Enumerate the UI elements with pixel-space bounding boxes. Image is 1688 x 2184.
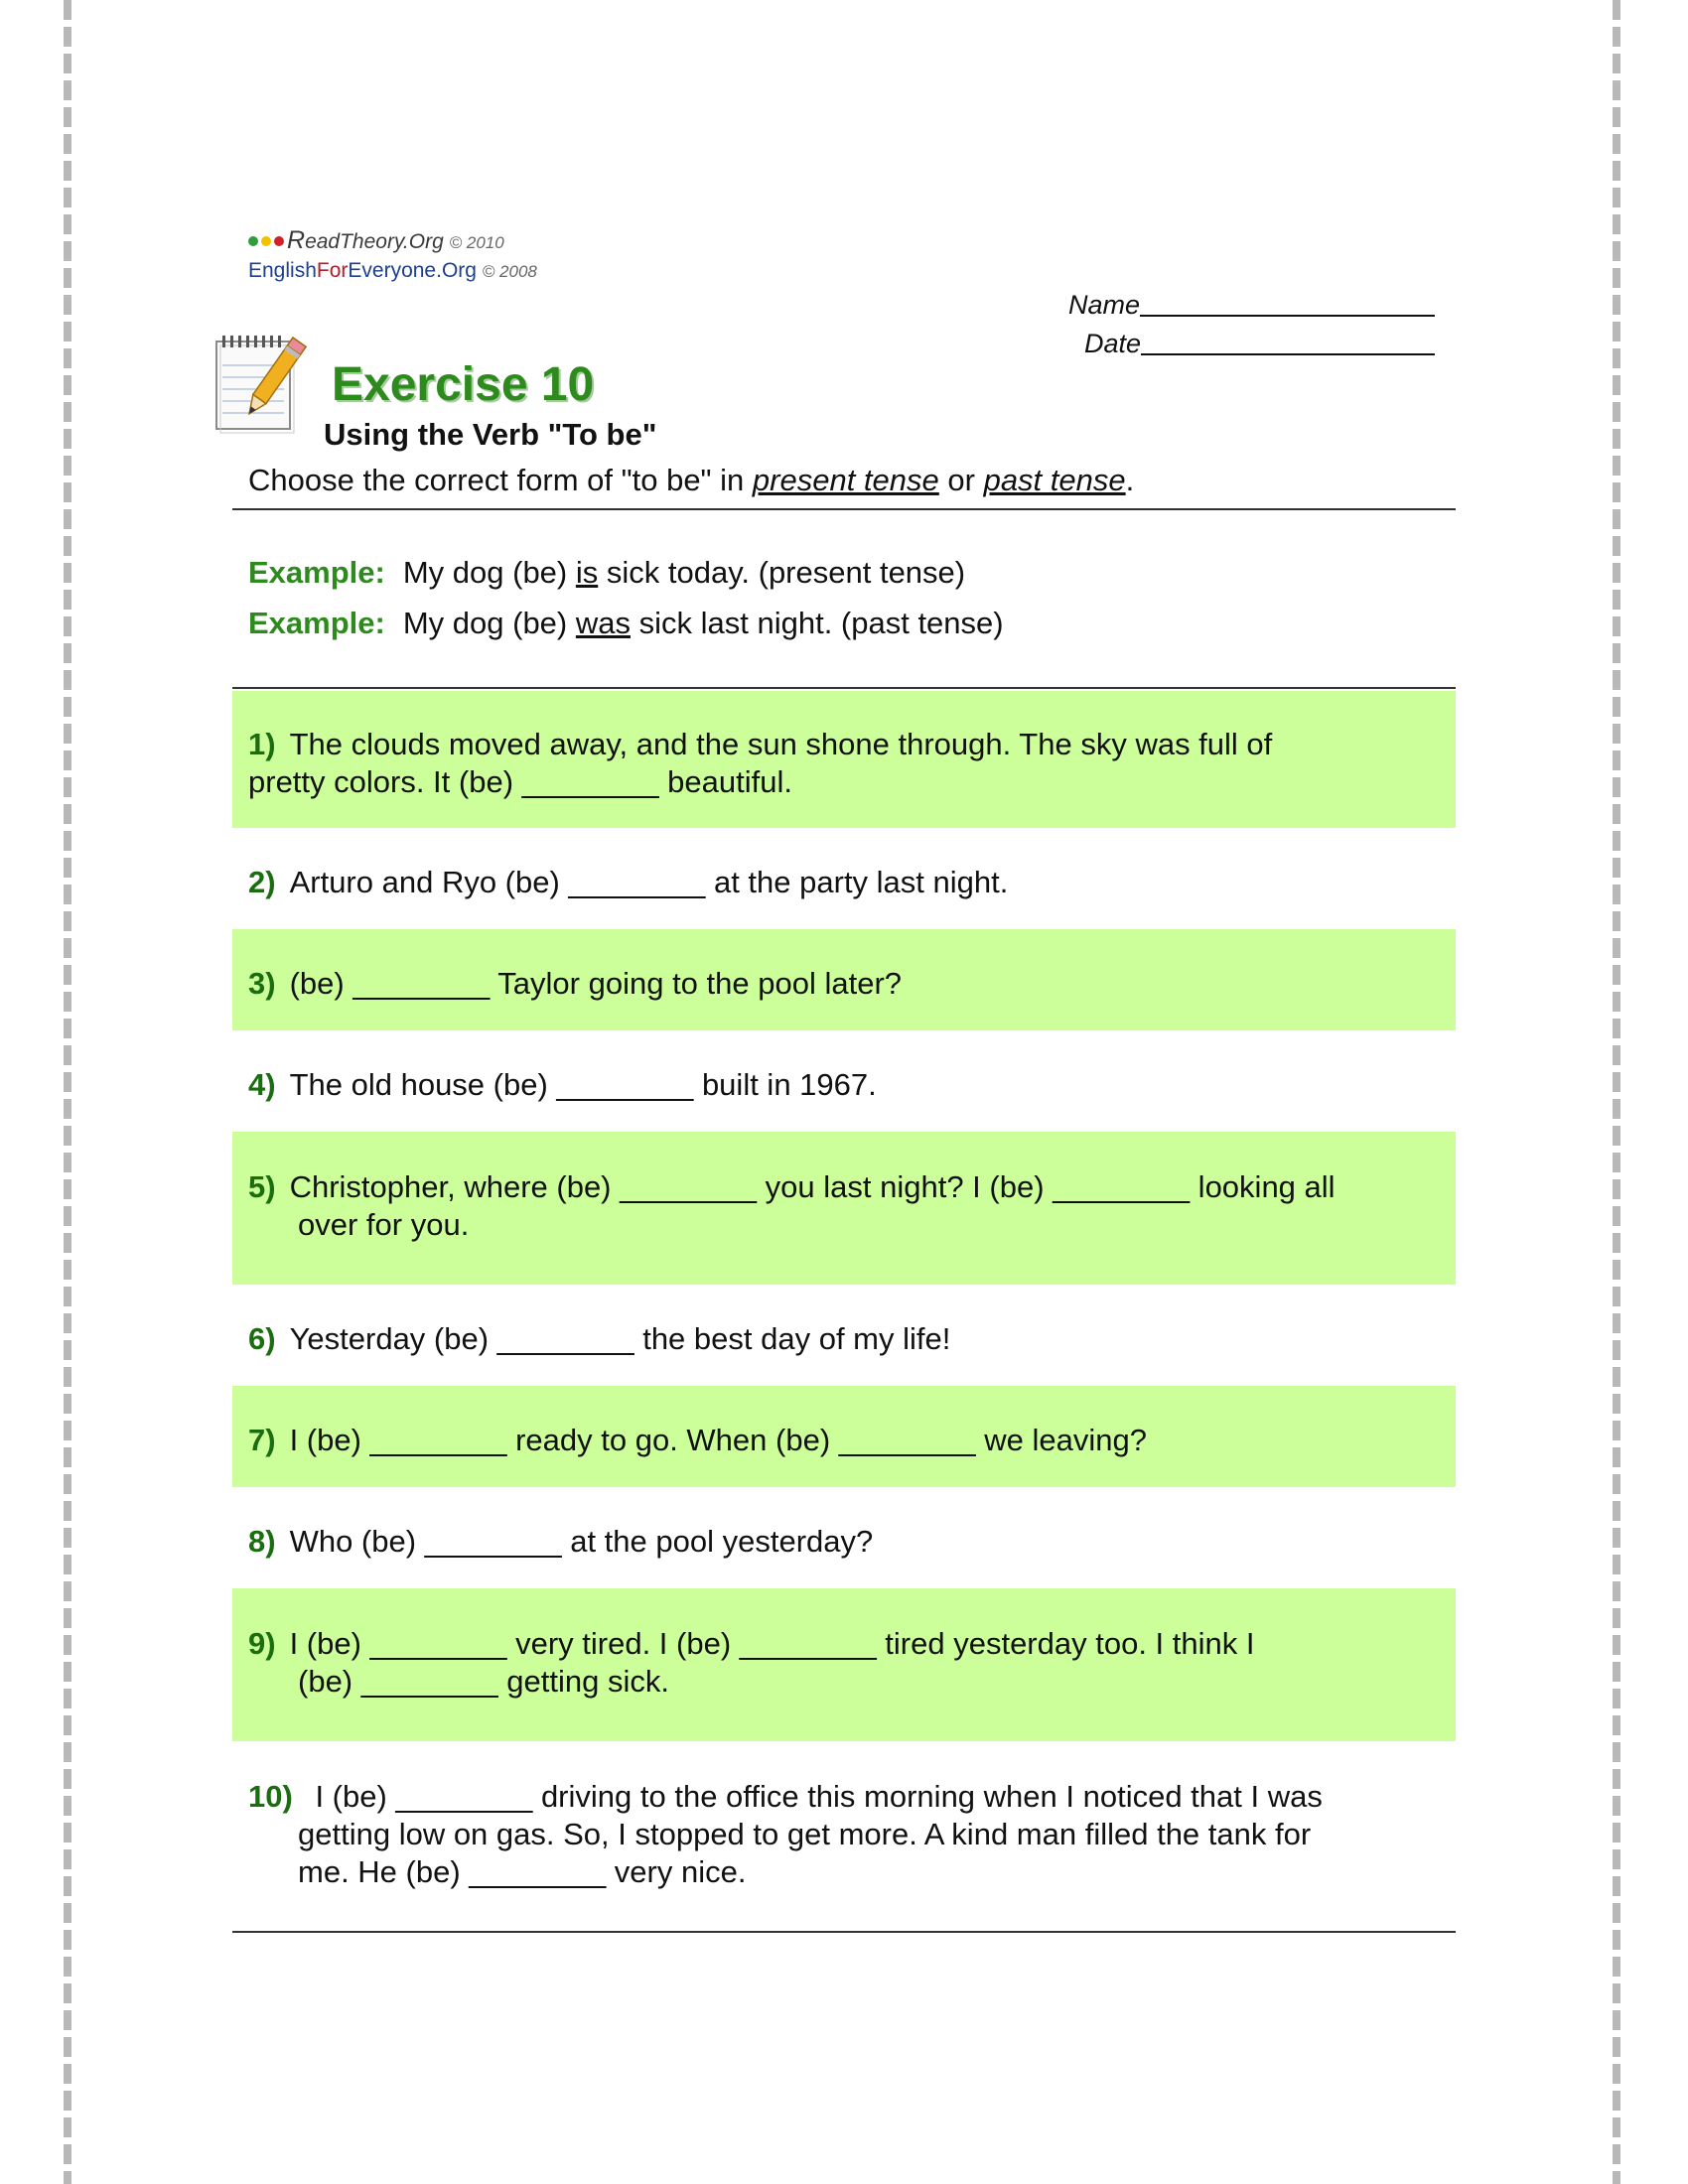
example-past — [248, 608, 1004, 638]
question-text-line2: getting low on gas. So, I stopped to get more. A kind man filled the tank for — [298, 1817, 1312, 1851]
example-text-post: sick today. (present tense) — [598, 555, 966, 590]
yellow-dot-icon — [261, 236, 271, 246]
question-number: 3) — [248, 966, 276, 1001]
example-answer: was — [575, 606, 631, 640]
question-text[interactable]: I (be) ________ ready to go. When (be) ________ we leaving? — [289, 1423, 1148, 1457]
example-text-post: sick last night. (past tense) — [631, 606, 1004, 640]
instructions-period: . — [1125, 463, 1135, 497]
present-tense-term: present tense — [752, 463, 939, 497]
question-text[interactable]: I (be) ________ very tired. I (be) ________ tired yesterday too. I think I — [289, 1626, 1255, 1661]
question-number: 9) — [248, 1626, 276, 1661]
question-number: 1) — [248, 727, 276, 761]
question-5 — [232, 1132, 1456, 1285]
logo-ead: ead — [305, 230, 341, 253]
page-border-right — [1613, 0, 1620, 2184]
question-number: 2) — [248, 865, 276, 899]
question-number: 8) — [248, 1524, 276, 1559]
readtheory-logo — [248, 228, 504, 253]
question-1 — [232, 691, 1456, 828]
name-field[interactable] — [1068, 290, 1435, 321]
question-text-line2[interactable]: pretty colors. It (be) ________ beautiful. — [248, 764, 792, 799]
question-text-line2[interactable]: (be) ________ getting sick. — [298, 1664, 669, 1699]
logo-english: English — [248, 259, 317, 282]
question-text-line2: over for you. — [298, 1207, 470, 1242]
date-blank[interactable] — [1141, 332, 1435, 355]
question-7 — [232, 1386, 1456, 1487]
exercise-title: Exercise 10 — [332, 358, 595, 411]
instructions — [248, 465, 1134, 495]
logo-copyright-2008: © 2008 — [482, 262, 537, 281]
example-label: Example: — [248, 606, 385, 640]
question-text[interactable]: Who (be) ________ at the pool yesterday? — [289, 1524, 874, 1559]
divider-bottom — [232, 1931, 1456, 1933]
logo-for: For — [316, 259, 349, 282]
question-number: 5) — [248, 1169, 276, 1204]
logo-everyone: Everyone.Org — [348, 259, 477, 282]
divider-top — [232, 508, 1456, 510]
example-text-pre: My dog (be) — [402, 555, 576, 590]
example-present — [248, 557, 965, 588]
question-number: 7) — [248, 1423, 276, 1457]
englishforeveryone-logo — [248, 260, 537, 281]
question-9 — [232, 1588, 1456, 1741]
question-number: 4) — [248, 1067, 276, 1102]
name-label: Name — [1068, 290, 1141, 320]
question-text[interactable]: I (be) ________ driving to the office this morning when I noticed that I was — [306, 1779, 1323, 1814]
question-text: The clouds moved away, and the sun shone through. The sky was full of — [289, 727, 1273, 761]
page-border-left — [64, 0, 71, 2184]
past-tense-term: past tense — [983, 463, 1126, 497]
date-field[interactable] — [1084, 329, 1435, 359]
question-number: 6) — [248, 1321, 276, 1356]
question-text-line3[interactable]: me. He (be) ________ very nice. — [298, 1854, 747, 1889]
question-8 — [232, 1487, 1456, 1588]
logo-theory: Theory.Org — [340, 230, 444, 253]
red-dot-icon — [274, 236, 284, 246]
divider-examples — [232, 687, 1456, 689]
question-6 — [232, 1285, 1456, 1386]
instructions-text: Choose the correct form of "to be" in — [248, 463, 753, 497]
name-blank[interactable] — [1140, 293, 1435, 317]
notepad-pencil-icon — [212, 332, 320, 435]
example-text-pre: My dog (be) — [402, 606, 576, 640]
question-2 — [232, 828, 1456, 929]
question-10 — [232, 1741, 1456, 1930]
instructions-or: or — [938, 463, 984, 497]
question-text[interactable]: Arturo and Ryo (be) ________ at the party last night. — [289, 865, 1009, 899]
example-answer: is — [575, 555, 599, 590]
green-dot-icon — [248, 236, 258, 246]
date-label: Date — [1084, 329, 1142, 358]
exercise-subtitle: Using the Verb "To be" — [324, 417, 657, 452]
question-4 — [232, 1030, 1456, 1132]
question-number: 10) — [248, 1779, 293, 1814]
question-3 — [232, 929, 1456, 1030]
question-text[interactable]: (be) ________ Taylor going to the pool later? — [289, 966, 903, 1001]
logo-copyright-2010: © 2010 — [449, 233, 504, 252]
logo-r: R — [287, 226, 306, 254]
question-text[interactable]: Yesterday (be) ________ the best day of my life! — [289, 1321, 951, 1356]
example-label: Example: — [248, 555, 385, 590]
question-text[interactable]: The old house (be) ________ built in 1967. — [289, 1067, 877, 1102]
question-text[interactable]: Christopher, where (be) ________ you last night? I (be) ________ looking all — [289, 1169, 1336, 1204]
